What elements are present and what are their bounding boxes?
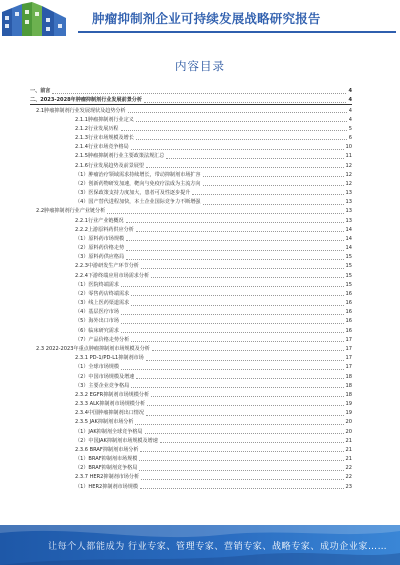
toc-entry[interactable] bbox=[30, 481, 352, 490]
toc-entry[interactable] bbox=[30, 115, 352, 124]
page-footer bbox=[0, 525, 400, 565]
toc-entry[interactable] bbox=[30, 86, 352, 95]
toc-leader-dots bbox=[140, 451, 343, 452]
toc-leader-dots bbox=[135, 424, 343, 425]
toc-leader-dots bbox=[203, 204, 344, 205]
toc-page-number: 16 bbox=[345, 327, 352, 334]
toc-leader-dots bbox=[146, 167, 344, 168]
toc-entry-title: 二、2023-2028年肿瘤抑制剂行业发展前景分析 bbox=[30, 97, 142, 104]
toc-entry-title: （1）原料药市场规模 bbox=[75, 235, 125, 242]
toc-entry-title: 2.3.5 JAK抑制剂市场分析 bbox=[75, 419, 134, 426]
toc-page-number: 10 bbox=[345, 144, 352, 151]
toc-leader-dots bbox=[121, 314, 344, 315]
toc-entry-title: （2）原料药价格走势 bbox=[75, 245, 125, 252]
toc-entry-title: （2）BRAF抑制剂竞争格局 bbox=[75, 465, 138, 472]
toc-entry-title: （1）HER2抑制剂市场规模 bbox=[75, 483, 138, 490]
toc-leader-dots bbox=[136, 231, 344, 232]
toc-entry[interactable] bbox=[30, 234, 352, 243]
toc-entry-title: 2.3.7 HER2抑制剂市场分析 bbox=[75, 474, 140, 481]
toc-page-number: 19 bbox=[345, 410, 352, 417]
toc-page-number: 11 bbox=[345, 153, 352, 160]
toc-entry-title: 2.3.2 EGFR抑制剂市场规模分析 bbox=[75, 391, 150, 398]
toc-entry[interactable] bbox=[30, 170, 352, 179]
toc-page-number: 12 bbox=[345, 162, 352, 169]
toc-entry[interactable] bbox=[30, 436, 352, 445]
toc-leader-dots bbox=[152, 350, 344, 351]
toc-entry[interactable] bbox=[30, 151, 352, 160]
toc-entry[interactable] bbox=[30, 206, 352, 215]
toc-leader-dots bbox=[141, 479, 343, 480]
toc-leader-dots bbox=[121, 369, 344, 370]
toc-entry[interactable] bbox=[30, 381, 352, 390]
toc-entry[interactable] bbox=[30, 160, 352, 169]
toc-entry[interactable] bbox=[30, 95, 352, 105]
toc-leader-dots bbox=[166, 158, 343, 159]
toc-leader-dots bbox=[131, 305, 343, 306]
toc-page-number: 16 bbox=[345, 300, 352, 307]
toc-page-number: 5 bbox=[348, 125, 352, 132]
toc-entry-title: （1）全球市场规模 bbox=[75, 364, 119, 371]
toc-entry-title: 2.1肿瘤抑制剂行业发展现状及趋势分析 bbox=[36, 107, 126, 114]
toc-leader-dots bbox=[145, 433, 344, 434]
toc-entry-title: 2.3.1 PD-1/PD-L1抑制剂市场 bbox=[75, 355, 144, 362]
toc-entry-title: （1）肿瘤治疗领域需求持续增长，带动抑制剂市场扩容 bbox=[75, 171, 201, 178]
toc-page-number: 17 bbox=[345, 336, 352, 343]
toc-entry[interactable] bbox=[30, 243, 352, 252]
toc-entry-title: 2.1.6行业发展趋势及前景展望 bbox=[75, 162, 144, 169]
toc-page-number: 18 bbox=[345, 391, 352, 398]
toc-page-number: 22 bbox=[345, 474, 352, 481]
toc-entry-title: （2）创新药物研发加速，靶向与免疫疗法成为主流方向 bbox=[75, 180, 201, 187]
toc-page-number: 16 bbox=[345, 290, 352, 297]
toc-page-number: 15 bbox=[345, 281, 352, 288]
toc-entry-title: （7）产品价格走势分析 bbox=[75, 336, 130, 343]
toc-leader-dots bbox=[146, 360, 344, 361]
toc-entry-title: 2.3.6 BRAF抑制剂市场分析 bbox=[75, 446, 139, 453]
toc-entry[interactable] bbox=[30, 215, 352, 224]
building-logo-icon bbox=[2, 2, 76, 36]
toc-entry-title: 2.3.3 ALK抑制剂市场规模分析 bbox=[75, 401, 146, 408]
toc-entry-title: （2）零售药店终端需求 bbox=[75, 290, 130, 297]
toc-entry-title: （4）基层医疗市场 bbox=[75, 309, 119, 316]
toc-entry[interactable] bbox=[30, 344, 352, 353]
toc-entry-title: 2.2.2上游原料药供应分析 bbox=[75, 226, 134, 233]
toc-page-number: 15 bbox=[345, 254, 352, 261]
toc-entry[interactable] bbox=[30, 325, 352, 334]
toc-entry[interactable] bbox=[30, 335, 352, 344]
toc-entry-title: （1）医院终端需求 bbox=[75, 281, 119, 288]
toc-leader-dots bbox=[160, 442, 344, 443]
toc-entry[interactable] bbox=[30, 225, 352, 234]
toc-leader-dots bbox=[121, 286, 344, 287]
toc-leader-dots bbox=[139, 470, 343, 471]
toc-entry-title: 2.1.3行业市场规模及增长 bbox=[75, 135, 134, 142]
toc-leader-dots bbox=[107, 213, 343, 214]
toc-entry[interactable] bbox=[30, 105, 352, 114]
toc-leader-dots bbox=[52, 93, 346, 94]
toc-entry[interactable] bbox=[30, 280, 352, 289]
toc-page-number: 4 bbox=[348, 97, 352, 104]
toc-leader-dots bbox=[192, 194, 343, 195]
toc-entry[interactable] bbox=[30, 261, 352, 270]
toc-leader-dots bbox=[147, 405, 343, 406]
toc-page-number: 19 bbox=[345, 401, 352, 408]
toc-heading: 内容目录 bbox=[175, 59, 225, 73]
toc-entry[interactable] bbox=[30, 371, 352, 380]
toc-page-number: 18 bbox=[345, 382, 352, 389]
toc-page-number: 4 bbox=[348, 116, 352, 123]
toc-page-number: 15 bbox=[345, 263, 352, 270]
toc-leader-dots bbox=[121, 332, 344, 333]
toc-entry[interactable] bbox=[30, 463, 352, 472]
toc-page-number: 21 bbox=[345, 456, 352, 463]
toc-page-number: 12 bbox=[345, 171, 352, 178]
toc-entry-title: （3）原料药供应格局 bbox=[75, 254, 125, 261]
toc-page-number: 13 bbox=[345, 190, 352, 197]
toc-entry-title: （2）中国市场规模及增速 bbox=[75, 373, 135, 380]
toc-leader-dots bbox=[131, 149, 344, 150]
header-divider bbox=[78, 31, 396, 33]
toc-entry-title: （3）主要企业竞争格局 bbox=[75, 382, 130, 389]
toc-entry-title: （5）海外出口市场 bbox=[75, 318, 119, 325]
toc-leader-dots bbox=[140, 488, 344, 489]
toc-leader-dots bbox=[126, 222, 344, 223]
toc-entry[interactable] bbox=[30, 399, 352, 408]
toc-leader-dots bbox=[131, 295, 343, 296]
toc-entry[interactable] bbox=[30, 252, 352, 261]
toc-leader-dots bbox=[121, 130, 347, 131]
toc-page-number: 13 bbox=[345, 199, 352, 206]
toc-page-number: 14 bbox=[345, 226, 352, 233]
footer-slogan-right: 行业专家、管理专家、营销专家、战略专家、成功企业家…… bbox=[128, 542, 388, 552]
toc-entry-title: （1）BRAF抑制剂市场规模 bbox=[75, 456, 138, 463]
toc-leader-dots bbox=[131, 341, 343, 342]
toc-entry-title: （3）线上医药渠道需求 bbox=[75, 300, 130, 307]
toc-page-number: 22 bbox=[345, 465, 352, 472]
toc-entry[interactable] bbox=[30, 142, 352, 151]
toc-page-number: 23 bbox=[345, 483, 352, 490]
toc-entry[interactable] bbox=[30, 454, 352, 463]
toc-entry[interactable] bbox=[30, 353, 352, 362]
toc-entry-title: 2.1.1肿瘤抑制剂行业定义 bbox=[75, 116, 134, 123]
toc-page-number: 16 bbox=[345, 309, 352, 316]
toc-entry[interactable] bbox=[30, 298, 352, 307]
toc-entry-title: （2）中国JAK抑制剂市场规模及增速 bbox=[75, 437, 158, 444]
toc-page-number: 18 bbox=[345, 373, 352, 380]
toc-entry-title: 2.3.4中国肿瘤抑制剂出口情况 bbox=[75, 410, 144, 417]
toc-leader-dots bbox=[203, 176, 344, 177]
toc-leader-dots bbox=[128, 112, 347, 113]
toc-page-number: 13 bbox=[345, 208, 352, 215]
toc-entry-title: （3）医保政策支持力度加大，患者可及性逐步提升 bbox=[75, 190, 191, 197]
toc-page-number: 21 bbox=[345, 437, 352, 444]
toc-entry[interactable] bbox=[30, 270, 352, 279]
report-title: 肿瘤抑制剂企业可持续发展战略研究报告 bbox=[92, 11, 321, 26]
toc-entry-title: 2.2.1行业产业链概况 bbox=[75, 217, 124, 224]
toc-leader-dots bbox=[126, 240, 343, 241]
toc-entry[interactable] bbox=[30, 188, 352, 197]
toc-page-number: 14 bbox=[345, 235, 352, 242]
toc-page-number: 4 bbox=[348, 107, 352, 114]
toc-page-number: 17 bbox=[345, 364, 352, 371]
toc-entry[interactable] bbox=[30, 408, 352, 417]
toc-page-number: 4 bbox=[348, 88, 352, 95]
toc-page-number: 12 bbox=[345, 180, 352, 187]
toc-leader-dots bbox=[131, 387, 343, 388]
toc-leader-dots bbox=[121, 323, 344, 324]
toc-leader-dots bbox=[203, 185, 344, 186]
toc-entry-title: （1）JAK抑制剂全球竞争格局 bbox=[75, 428, 143, 435]
page-header bbox=[0, 0, 400, 38]
company-logo bbox=[2, 2, 76, 36]
toc-entry-title: 2.1.4行业市场竞争格局 bbox=[75, 144, 129, 151]
toc-entry-title: 2.2.3中游研发生产环节分析 bbox=[75, 263, 139, 270]
toc-leader-dots bbox=[151, 277, 343, 278]
toc-entry[interactable] bbox=[30, 124, 352, 133]
toc-entry-title: 2.2.4下游终端应用市场需求分析 bbox=[75, 272, 150, 279]
toc-page-number: 15 bbox=[345, 272, 352, 279]
toc-entry[interactable] bbox=[30, 362, 352, 371]
toc-page-number: 14 bbox=[345, 245, 352, 252]
table-of-contents bbox=[30, 86, 352, 491]
toc-leader-dots bbox=[136, 139, 347, 140]
toc-entry[interactable] bbox=[30, 426, 352, 435]
toc-entry-title: （4）国产替代进程加快，本土企业国际竞争力不断增强 bbox=[75, 199, 201, 206]
toc-entry[interactable] bbox=[30, 316, 352, 325]
toc-leader-dots bbox=[141, 268, 344, 269]
toc-leader-dots bbox=[139, 460, 343, 461]
toc-entry-title: 2.2肿瘤抑制剂行业产业链分析 bbox=[36, 208, 106, 215]
toc-entry[interactable] bbox=[30, 197, 352, 206]
toc-entry-title: 2.1.2行业发展历程 bbox=[75, 125, 119, 132]
toc-page-number: 20 bbox=[345, 428, 352, 435]
toc-leader-dots bbox=[136, 121, 347, 122]
toc-leader-dots bbox=[144, 102, 346, 103]
toc-leader-dots bbox=[136, 378, 343, 379]
toc-page-number: 21 bbox=[345, 446, 352, 453]
toc-entry[interactable] bbox=[30, 417, 352, 426]
toc-page-number: 17 bbox=[345, 345, 352, 352]
toc-page-number: 20 bbox=[345, 419, 352, 426]
toc-entry[interactable] bbox=[30, 289, 352, 298]
toc-leader-dots bbox=[151, 396, 343, 397]
toc-page-number: 17 bbox=[345, 355, 352, 362]
toc-entry-title: 2.3 2022-2023年重点肿瘤抑制剂市场规模及分析 bbox=[36, 345, 150, 352]
toc-entry[interactable] bbox=[30, 445, 352, 454]
toc-entry[interactable] bbox=[30, 133, 352, 142]
toc-leader-dots bbox=[126, 250, 343, 251]
toc-entry-title: 一、前言 bbox=[30, 88, 51, 95]
toc-entry[interactable] bbox=[30, 390, 352, 399]
toc-entry[interactable] bbox=[30, 179, 352, 188]
footer-slogan-left: 让每个人都能成为 bbox=[48, 542, 125, 552]
toc-leader-dots bbox=[126, 259, 343, 260]
toc-page-number: 16 bbox=[345, 318, 352, 325]
toc-entry[interactable] bbox=[30, 307, 352, 316]
toc-entry-title: （6）临床研究需求 bbox=[75, 327, 119, 334]
toc-page-number: 13 bbox=[345, 217, 352, 224]
toc-entry-title: 2.1.5肿瘤抑制剂行业主要政策法规汇总 bbox=[75, 153, 165, 160]
toc-leader-dots bbox=[146, 415, 344, 416]
toc-page-number: 6 bbox=[348, 135, 352, 142]
toc-entry[interactable] bbox=[30, 472, 352, 481]
